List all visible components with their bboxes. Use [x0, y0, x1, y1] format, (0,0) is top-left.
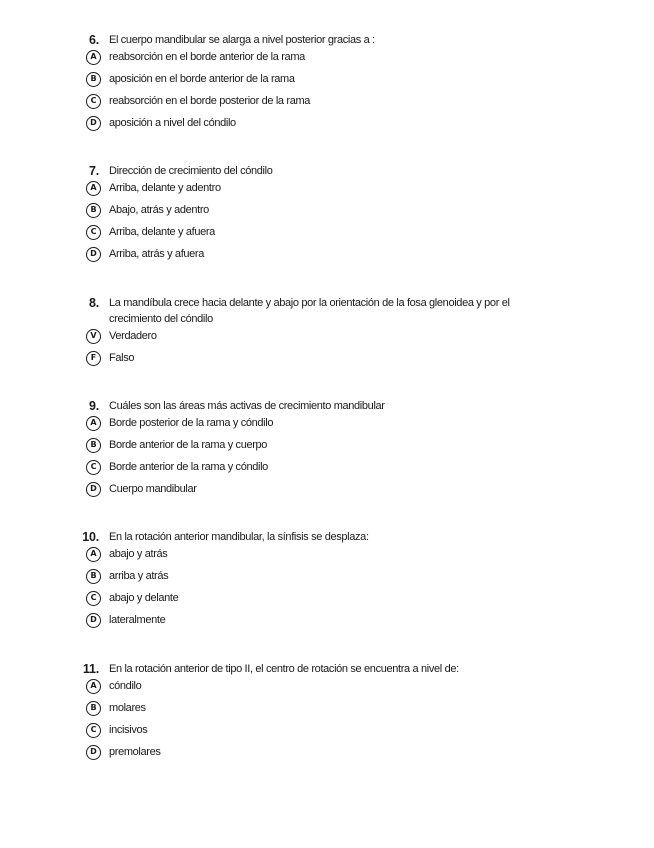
option-text: reabsorción en el borde posterior de la rama	[109, 95, 311, 107]
option-d[interactable]	[0, 482, 654, 504]
question-10	[0, 529, 654, 635]
option-b[interactable]	[0, 203, 654, 225]
question-text: En la rotación anterior de tipo II, el centro de rotación se encuentra a nivel de:	[109, 663, 459, 675]
option-text: Cuerpo mandibular	[109, 483, 197, 495]
question-header	[0, 661, 654, 679]
option-c[interactable]	[0, 723, 654, 745]
option-text: Verdadero	[109, 330, 157, 342]
question-header	[0, 529, 654, 547]
option-letter-circle[interactable]: A	[86, 416, 101, 431]
question-text: La mandíbula crece hacia delante y abajo por la orientación de la fosa glenoidea y por el crecimiento del cóndilo	[109, 297, 510, 325]
option-text: abajo y atrás	[109, 548, 168, 560]
option-letter-circle[interactable]: B	[86, 438, 101, 453]
question-11	[0, 661, 654, 767]
option-letter-circle[interactable]: B	[86, 569, 101, 584]
question-number: 6.	[88, 33, 99, 47]
option-letter-circle[interactable]: D	[86, 745, 101, 760]
option-text: reabsorción en el borde anterior de la rama	[109, 51, 305, 63]
option-a[interactable]	[0, 50, 654, 72]
option-letter-circle[interactable]: D	[86, 247, 101, 262]
option-text: Borde posterior de la rama y cóndilo	[109, 417, 274, 429]
question-text: Cuáles son las áreas más activas de crecimiento mandibular	[109, 400, 385, 412]
question-7	[0, 163, 654, 269]
question-text: Dirección de crecimiento del cóndilo	[109, 165, 273, 177]
option-text: Arriba, delante y afuera	[109, 226, 215, 238]
option-letter-circle[interactable]: B	[86, 72, 101, 87]
option-b[interactable]	[0, 438, 654, 460]
question-number: 8.	[88, 296, 99, 310]
question-header	[0, 295, 654, 329]
option-letter-circle[interactable]: A	[86, 547, 101, 562]
option-d[interactable]	[0, 745, 654, 767]
option-a[interactable]	[0, 181, 654, 203]
option-letter-circle[interactable]: B	[86, 203, 101, 218]
option-text: Borde anterior de la rama y cuerpo	[109, 439, 268, 451]
option-text: Falso	[109, 352, 135, 364]
option-d[interactable]	[0, 116, 654, 138]
option-text: molares	[109, 702, 146, 714]
option-text: Borde anterior de la rama y cóndilo	[109, 461, 268, 473]
option-c[interactable]	[0, 225, 654, 247]
question-number: 9.	[88, 399, 99, 413]
question-text: El cuerpo mandibular se alarga a nivel posterior gracias a :	[109, 34, 375, 46]
option-text: lateralmente	[109, 614, 166, 626]
option-letter-circle[interactable]: D	[86, 613, 101, 628]
option-letter-circle[interactable]: A	[86, 679, 101, 694]
option-a[interactable]	[0, 679, 654, 701]
option-text: Abajo, atrás y adentro	[109, 204, 209, 216]
option-a[interactable]	[0, 416, 654, 438]
question-header	[0, 163, 654, 181]
option-text: abajo y delante	[109, 592, 179, 604]
option-letter-circle[interactable]: A	[86, 50, 101, 65]
option-letter-circle[interactable]: C	[86, 591, 101, 606]
option-text: incisivos	[109, 724, 148, 736]
option-letter-circle[interactable]: V	[86, 329, 101, 344]
option-text: cóndilo	[109, 680, 142, 692]
option-d[interactable]	[0, 613, 654, 635]
option-c[interactable]	[0, 94, 654, 116]
question-header	[0, 32, 654, 50]
question-number: 11.	[82, 662, 99, 676]
option-text: premolares	[109, 746, 161, 758]
question-9	[0, 398, 654, 504]
option-c[interactable]	[0, 591, 654, 613]
option-letter-circle[interactable]: C	[86, 225, 101, 240]
question-header	[0, 398, 654, 416]
question-number: 10.	[82, 530, 99, 544]
option-letter-circle[interactable]: C	[86, 94, 101, 109]
option-a[interactable]	[0, 547, 654, 569]
option-letter-circle[interactable]: C	[86, 723, 101, 738]
option-text: aposición a nivel del cóndilo	[109, 117, 236, 129]
option-letter-circle[interactable]: D	[86, 116, 101, 131]
option-text: Arriba, delante y adentro	[109, 182, 221, 194]
option-d[interactable]	[0, 247, 654, 269]
question-8	[0, 295, 654, 373]
option-letter-circle[interactable]: F	[86, 351, 101, 366]
option-letter-circle[interactable]: A	[86, 181, 101, 196]
option-b[interactable]	[0, 701, 654, 723]
option-letter-circle[interactable]: D	[86, 482, 101, 497]
option-letter-circle[interactable]: C	[86, 460, 101, 475]
question-text: En la rotación anterior mandibular, la sínfisis se desplaza:	[109, 531, 369, 543]
option-letter-circle[interactable]: B	[86, 701, 101, 716]
option-false[interactable]	[0, 351, 654, 373]
question-6	[0, 32, 654, 138]
option-b[interactable]	[0, 569, 654, 591]
option-text: aposición en el borde anterior de la rama	[109, 73, 295, 85]
option-b[interactable]	[0, 72, 654, 94]
option-true[interactable]	[0, 329, 654, 351]
option-text: arriba y atrás	[109, 570, 169, 582]
option-c[interactable]	[0, 460, 654, 482]
question-number: 7.	[88, 164, 99, 178]
option-text: Arriba, atrás y afuera	[109, 248, 205, 260]
